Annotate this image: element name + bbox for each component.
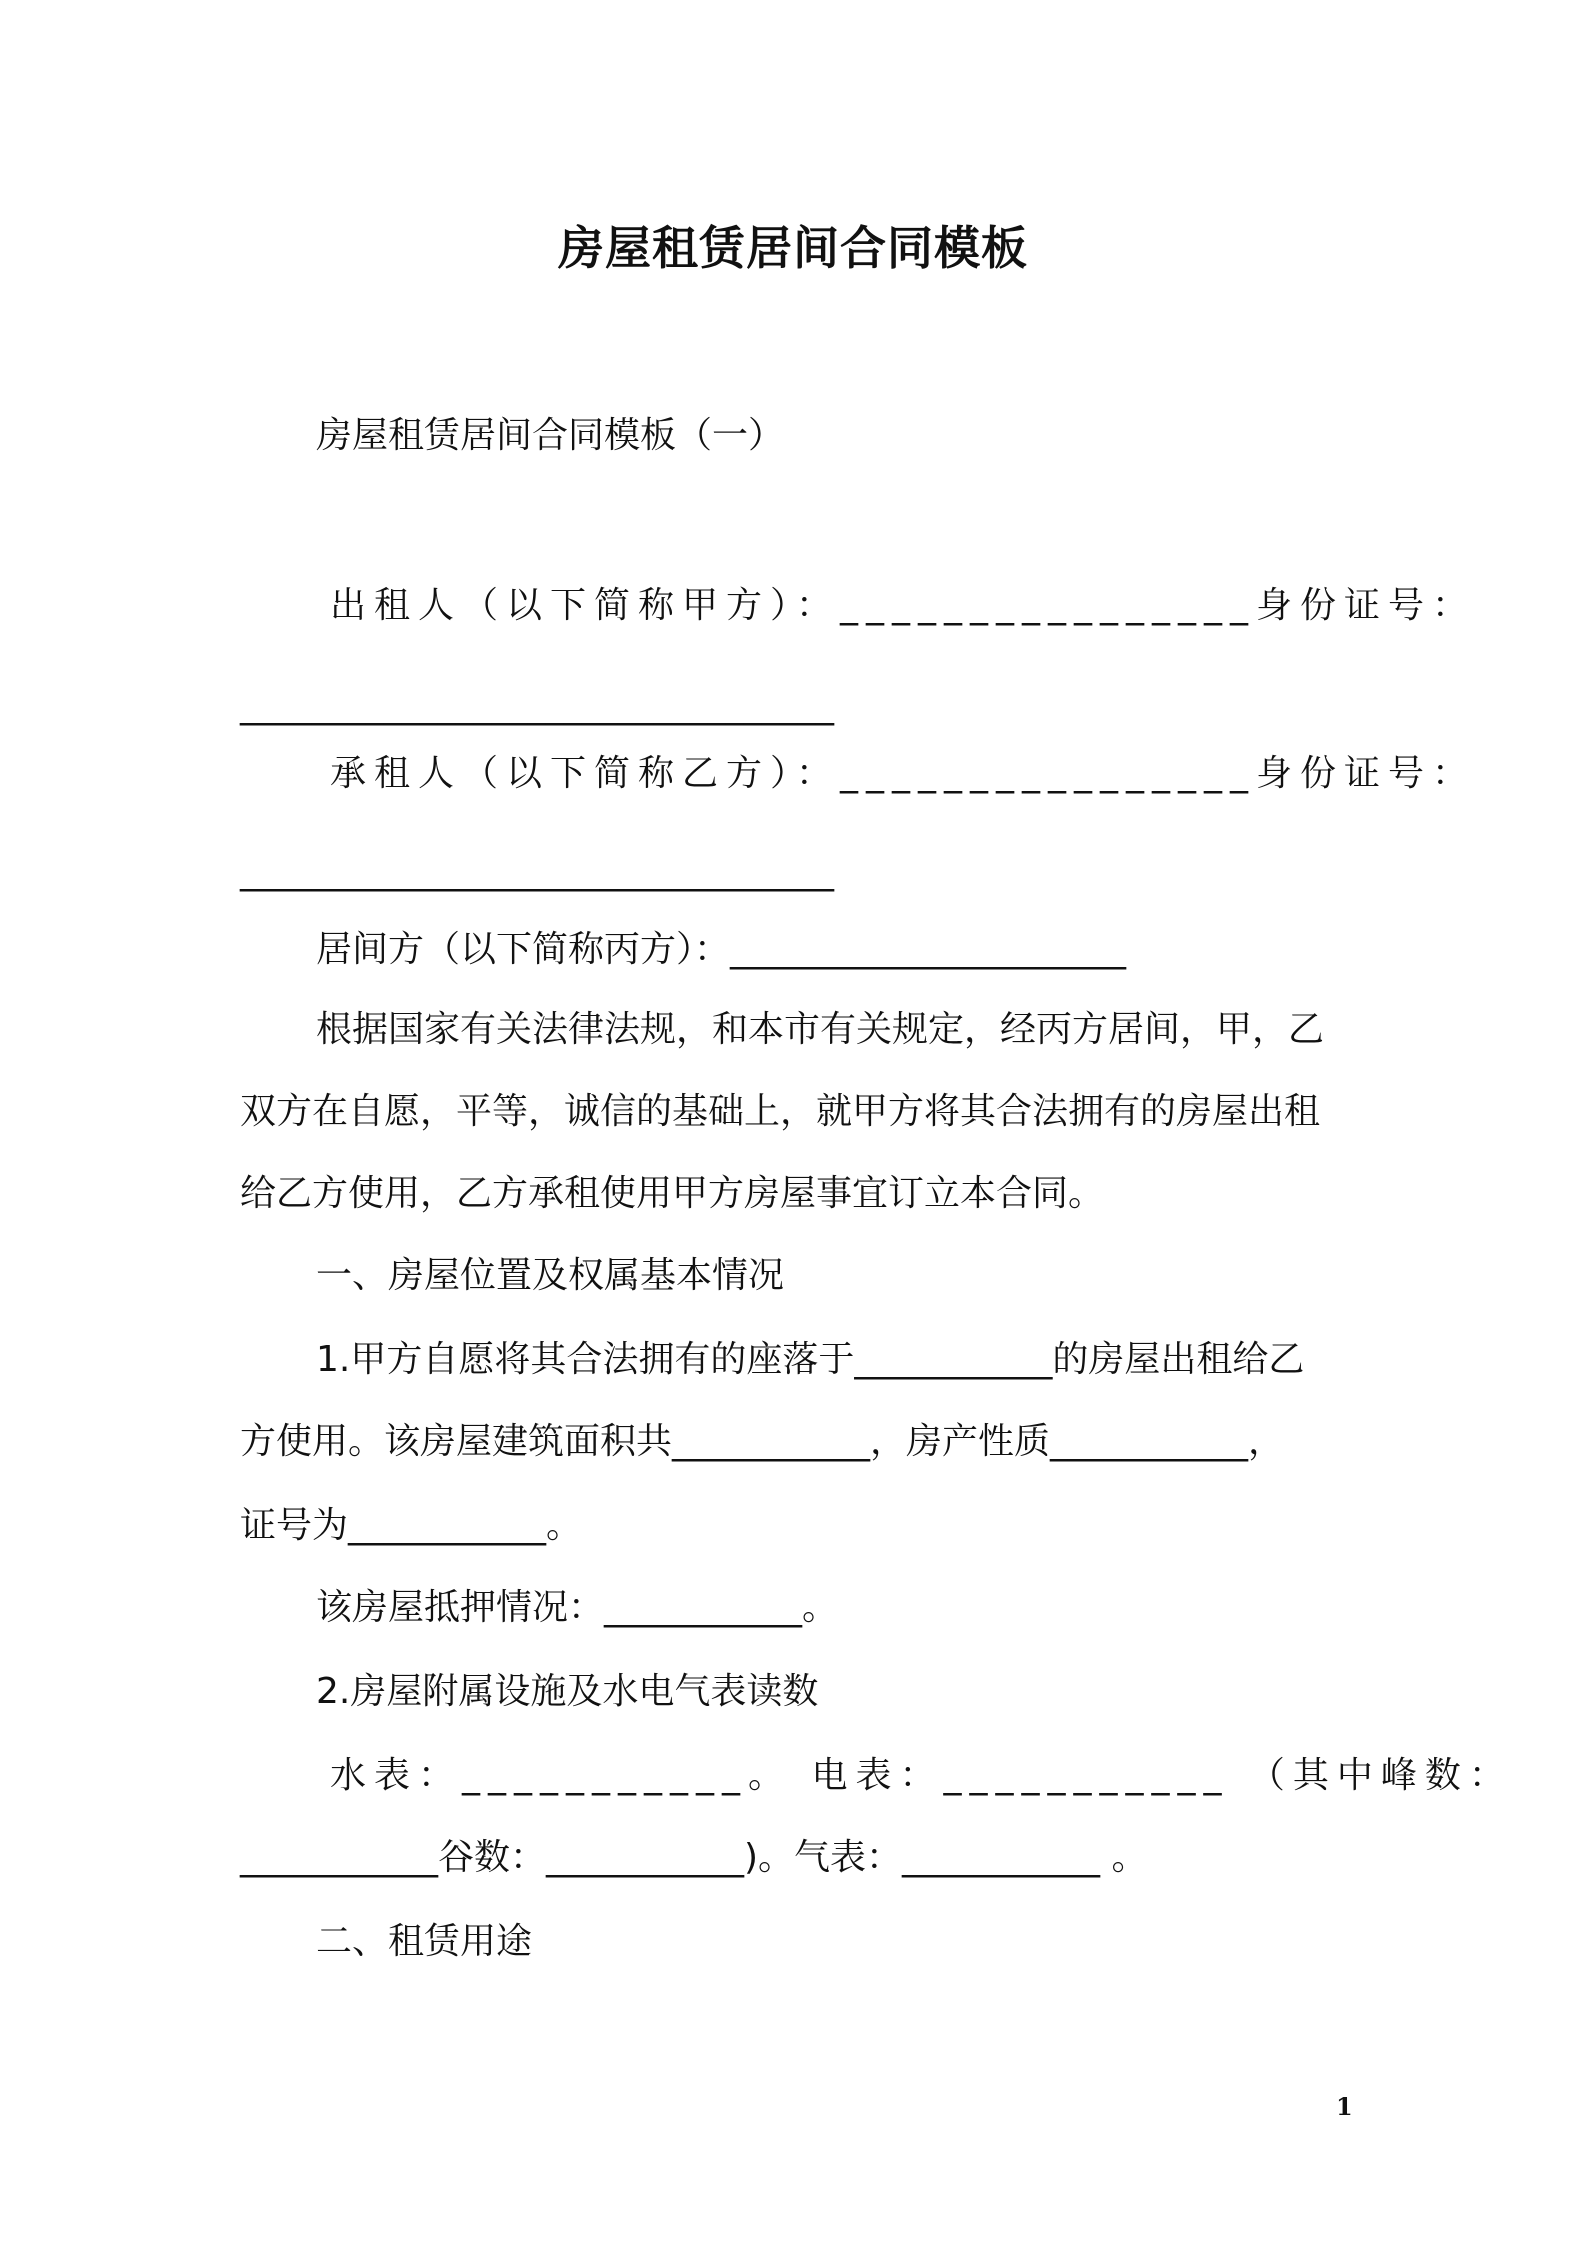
clause-line: 证号为___________。	[240, 1505, 583, 1546]
paragraph-line: 根据国家有关法律法规，和本市有关规定，经丙方居间，甲，乙	[316, 1009, 1325, 1050]
lessor-line: 出租人（以下简称甲方）：________________身份证号：	[330, 585, 1477, 626]
lessor-id-blank: _________________________________	[240, 685, 834, 726]
lessee-line: 承租人（以下简称乙方）：________________身份证号：	[330, 753, 1477, 794]
intermediary-line: 居间方（以下简称丙方）：______________________	[316, 929, 1127, 970]
meter-line: ___________谷数：___________)。气表：___________ 。	[240, 1837, 1148, 1878]
mortgage-line: 该房屋抵押情况：___________。	[316, 1587, 839, 1628]
meter-line: 水表：___________。 电表：___________ （其中峰数：	[330, 1755, 1513, 1796]
paragraph-line: 双方在自愿，平等，诚信的基础上，就甲方将其合法拥有的房屋出租	[240, 1091, 1321, 1132]
section-heading: 一、房屋位置及权属基本情况	[316, 1255, 785, 1296]
document-title: 房屋租赁居间合同模板	[558, 221, 1028, 275]
subtitle: 房屋租赁居间合同模板（一）	[316, 415, 785, 456]
lessee-id-blank: _________________________________	[240, 851, 834, 892]
section-subheading: 2.房屋附属设施及水电气表读数	[316, 1671, 819, 1712]
paragraph-line: 给乙方使用，乙方承租使用甲方房屋事宜订立本合同。	[240, 1173, 1105, 1214]
clause-line: 1.甲方自愿将其合法拥有的座落于___________的房屋出租给乙	[316, 1339, 1305, 1380]
section-heading: 二、租赁用途	[316, 1921, 533, 1962]
clause-line: 方使用。该房屋建筑面积共___________，房产性质___________，	[240, 1421, 1285, 1462]
page-number: 1	[1336, 2092, 1353, 2121]
